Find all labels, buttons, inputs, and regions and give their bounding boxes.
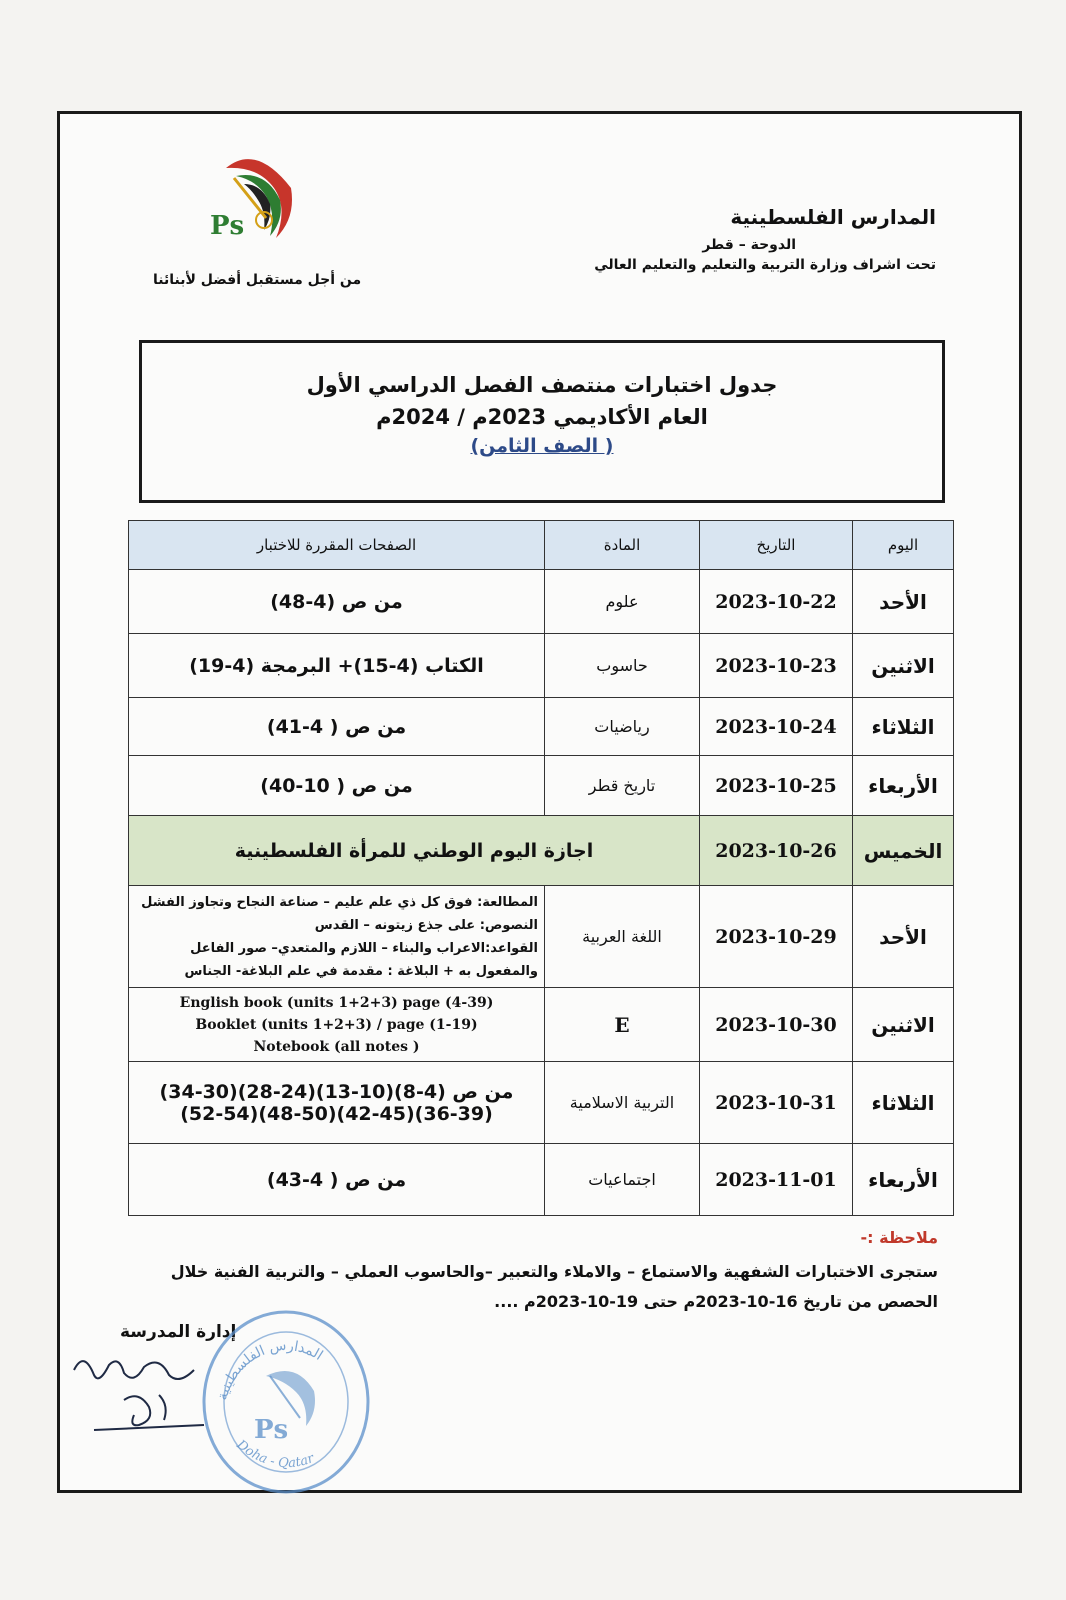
- handwritten-signature: [64, 1345, 214, 1445]
- holiday-text: اجازة اليوم الوطني للمرأة الفلسطينية: [129, 816, 700, 886]
- day-cell: الثلاثاء: [853, 1062, 954, 1144]
- title-box: [139, 340, 945, 503]
- islamic-pages-line2: (36-39)(42-45)(48-50)(52-54): [180, 1102, 493, 1125]
- pages-cell: [129, 886, 545, 988]
- subject-cell: تاريخ قطر: [545, 756, 700, 816]
- school-stamp: [196, 1306, 374, 1496]
- day-cell: الأحد: [853, 570, 954, 634]
- pages-cell: الكتاب (4-15)+ البرمجة (4-19): [129, 634, 545, 698]
- header-pages: الصفحات المقررة للاختبار: [129, 521, 545, 570]
- school-slogan: من أجل مستقبل أفضل لأبنائنا: [153, 272, 362, 288]
- date-cell: 2023-10-30: [700, 988, 853, 1062]
- table-row: [129, 756, 954, 816]
- school-city: الدوحة – قطر: [702, 237, 796, 253]
- day-cell: الأربعاء: [853, 756, 954, 816]
- logo-letter-p: Ps: [210, 211, 245, 241]
- date-cell: 2023-10-25: [700, 756, 853, 816]
- english-book: English book (units 1+2+3) page (4-39): [179, 994, 494, 1011]
- arabic-reading: المطالعة: فوق كل ذي علم عليم – صناعة النجاح وتجاوز الفشل: [141, 894, 538, 910]
- pages-cell: من ص ( 10-40): [129, 756, 545, 816]
- stamp-logo-letters: Ps: [254, 1415, 289, 1445]
- stamp-city-text: Doha - Qatar: [233, 1437, 317, 1472]
- islamic-pages-line1: من ص (4-8)(10-13)(24-28)(30-34): [159, 1080, 514, 1103]
- holiday-row: [129, 816, 954, 886]
- subject-cell: علوم: [545, 570, 700, 634]
- pages-cell: من ص ( 4-41): [129, 698, 545, 756]
- class-label: ( الصف الثامن): [470, 435, 614, 457]
- schedule-title: جدول اختبارات منتصف الفصل الدراسي الأول: [306, 373, 778, 397]
- exam-schedule-table: [128, 520, 954, 1216]
- header-day: اليوم: [853, 521, 954, 570]
- pages-cell: من ص ( 4-43): [129, 1144, 545, 1216]
- day-cell: الثلاثاء: [853, 698, 954, 756]
- date-cell: 2023-10-26: [700, 816, 853, 886]
- table-row: [129, 988, 954, 1062]
- subject-cell: التربية الاسلامية: [545, 1062, 700, 1144]
- date-cell: 2023-11-01: [700, 1144, 853, 1216]
- arabic-texts: النصوص: على جذع زيتونه – القدس: [314, 917, 538, 933]
- school-administration: إدارة المدرسة: [120, 1322, 237, 1342]
- school-name: المدارس الفلسطينية: [730, 205, 936, 229]
- date-cell: 2023-10-22: [700, 570, 853, 634]
- subject-cell: حاسوب: [545, 634, 700, 698]
- header-date: التاريخ: [700, 521, 853, 570]
- day-cell: الأربعاء: [853, 1144, 954, 1216]
- date-cell: 2023-10-29: [700, 886, 853, 988]
- arabic-grammar: القواعد:الاعراب والبناء – اللازم والمتعدي– صور الفاعل: [190, 940, 538, 956]
- english-notebook: Notebook (all notes ): [253, 1038, 420, 1055]
- note-section: [118, 1228, 938, 1317]
- table-row: [129, 1062, 954, 1144]
- table-row: [129, 698, 954, 756]
- subject-cell: E: [545, 988, 700, 1062]
- date-cell: 2023-10-23: [700, 634, 853, 698]
- academic-year: العام الأكاديمي 2023م / 2024م: [376, 405, 708, 429]
- school-supervision: تحت اشراف وزارة التربية والتعليم والتعليم العالي: [594, 257, 936, 273]
- school-header: [576, 205, 936, 273]
- note-line-1: ستجرى الاختبارات الشفهية والاستماع – والاملاء والتعبير –والحاسوب العملي – والتربية الفنية خلال: [170, 1262, 938, 1281]
- day-cell: الخميس: [853, 816, 954, 886]
- table-row: [129, 886, 954, 988]
- day-cell: الأحد: [853, 886, 954, 988]
- pages-cell: [129, 1062, 545, 1144]
- date-cell: 2023-10-24: [700, 698, 853, 756]
- school-logo: [196, 148, 306, 248]
- subject-cell: اللغة العربية: [545, 886, 700, 988]
- pages-cell: [129, 988, 545, 1062]
- table-row: [129, 570, 954, 634]
- header-subject: المادة: [545, 521, 700, 570]
- subject-cell: اجتماعيات: [545, 1144, 700, 1216]
- table-row: [129, 1144, 954, 1216]
- date-cell: 2023-10-31: [700, 1062, 853, 1144]
- table-row: [129, 634, 954, 698]
- arabic-rhetoric: والمفعول به + البلاغة : مقدمة في علم البلاغة- الجناس: [184, 963, 538, 979]
- note-line-2: الحصص من تاريخ 16-10-2023م حتى 19-10-2023م ....: [494, 1292, 938, 1311]
- note-title: ملاحظة :-: [860, 1228, 938, 1247]
- pages-cell: من ص (4-48): [129, 570, 545, 634]
- subject-cell: رياضيات: [545, 698, 700, 756]
- day-cell: الاثنين: [853, 634, 954, 698]
- english-booklet: Booklet (units 1+2+3) / page (1-19): [195, 1016, 478, 1033]
- table-header-row: [129, 521, 954, 570]
- day-cell: الاثنين: [853, 988, 954, 1062]
- stamp-arc-text: المدارس الفلسطينية: [214, 1337, 326, 1403]
